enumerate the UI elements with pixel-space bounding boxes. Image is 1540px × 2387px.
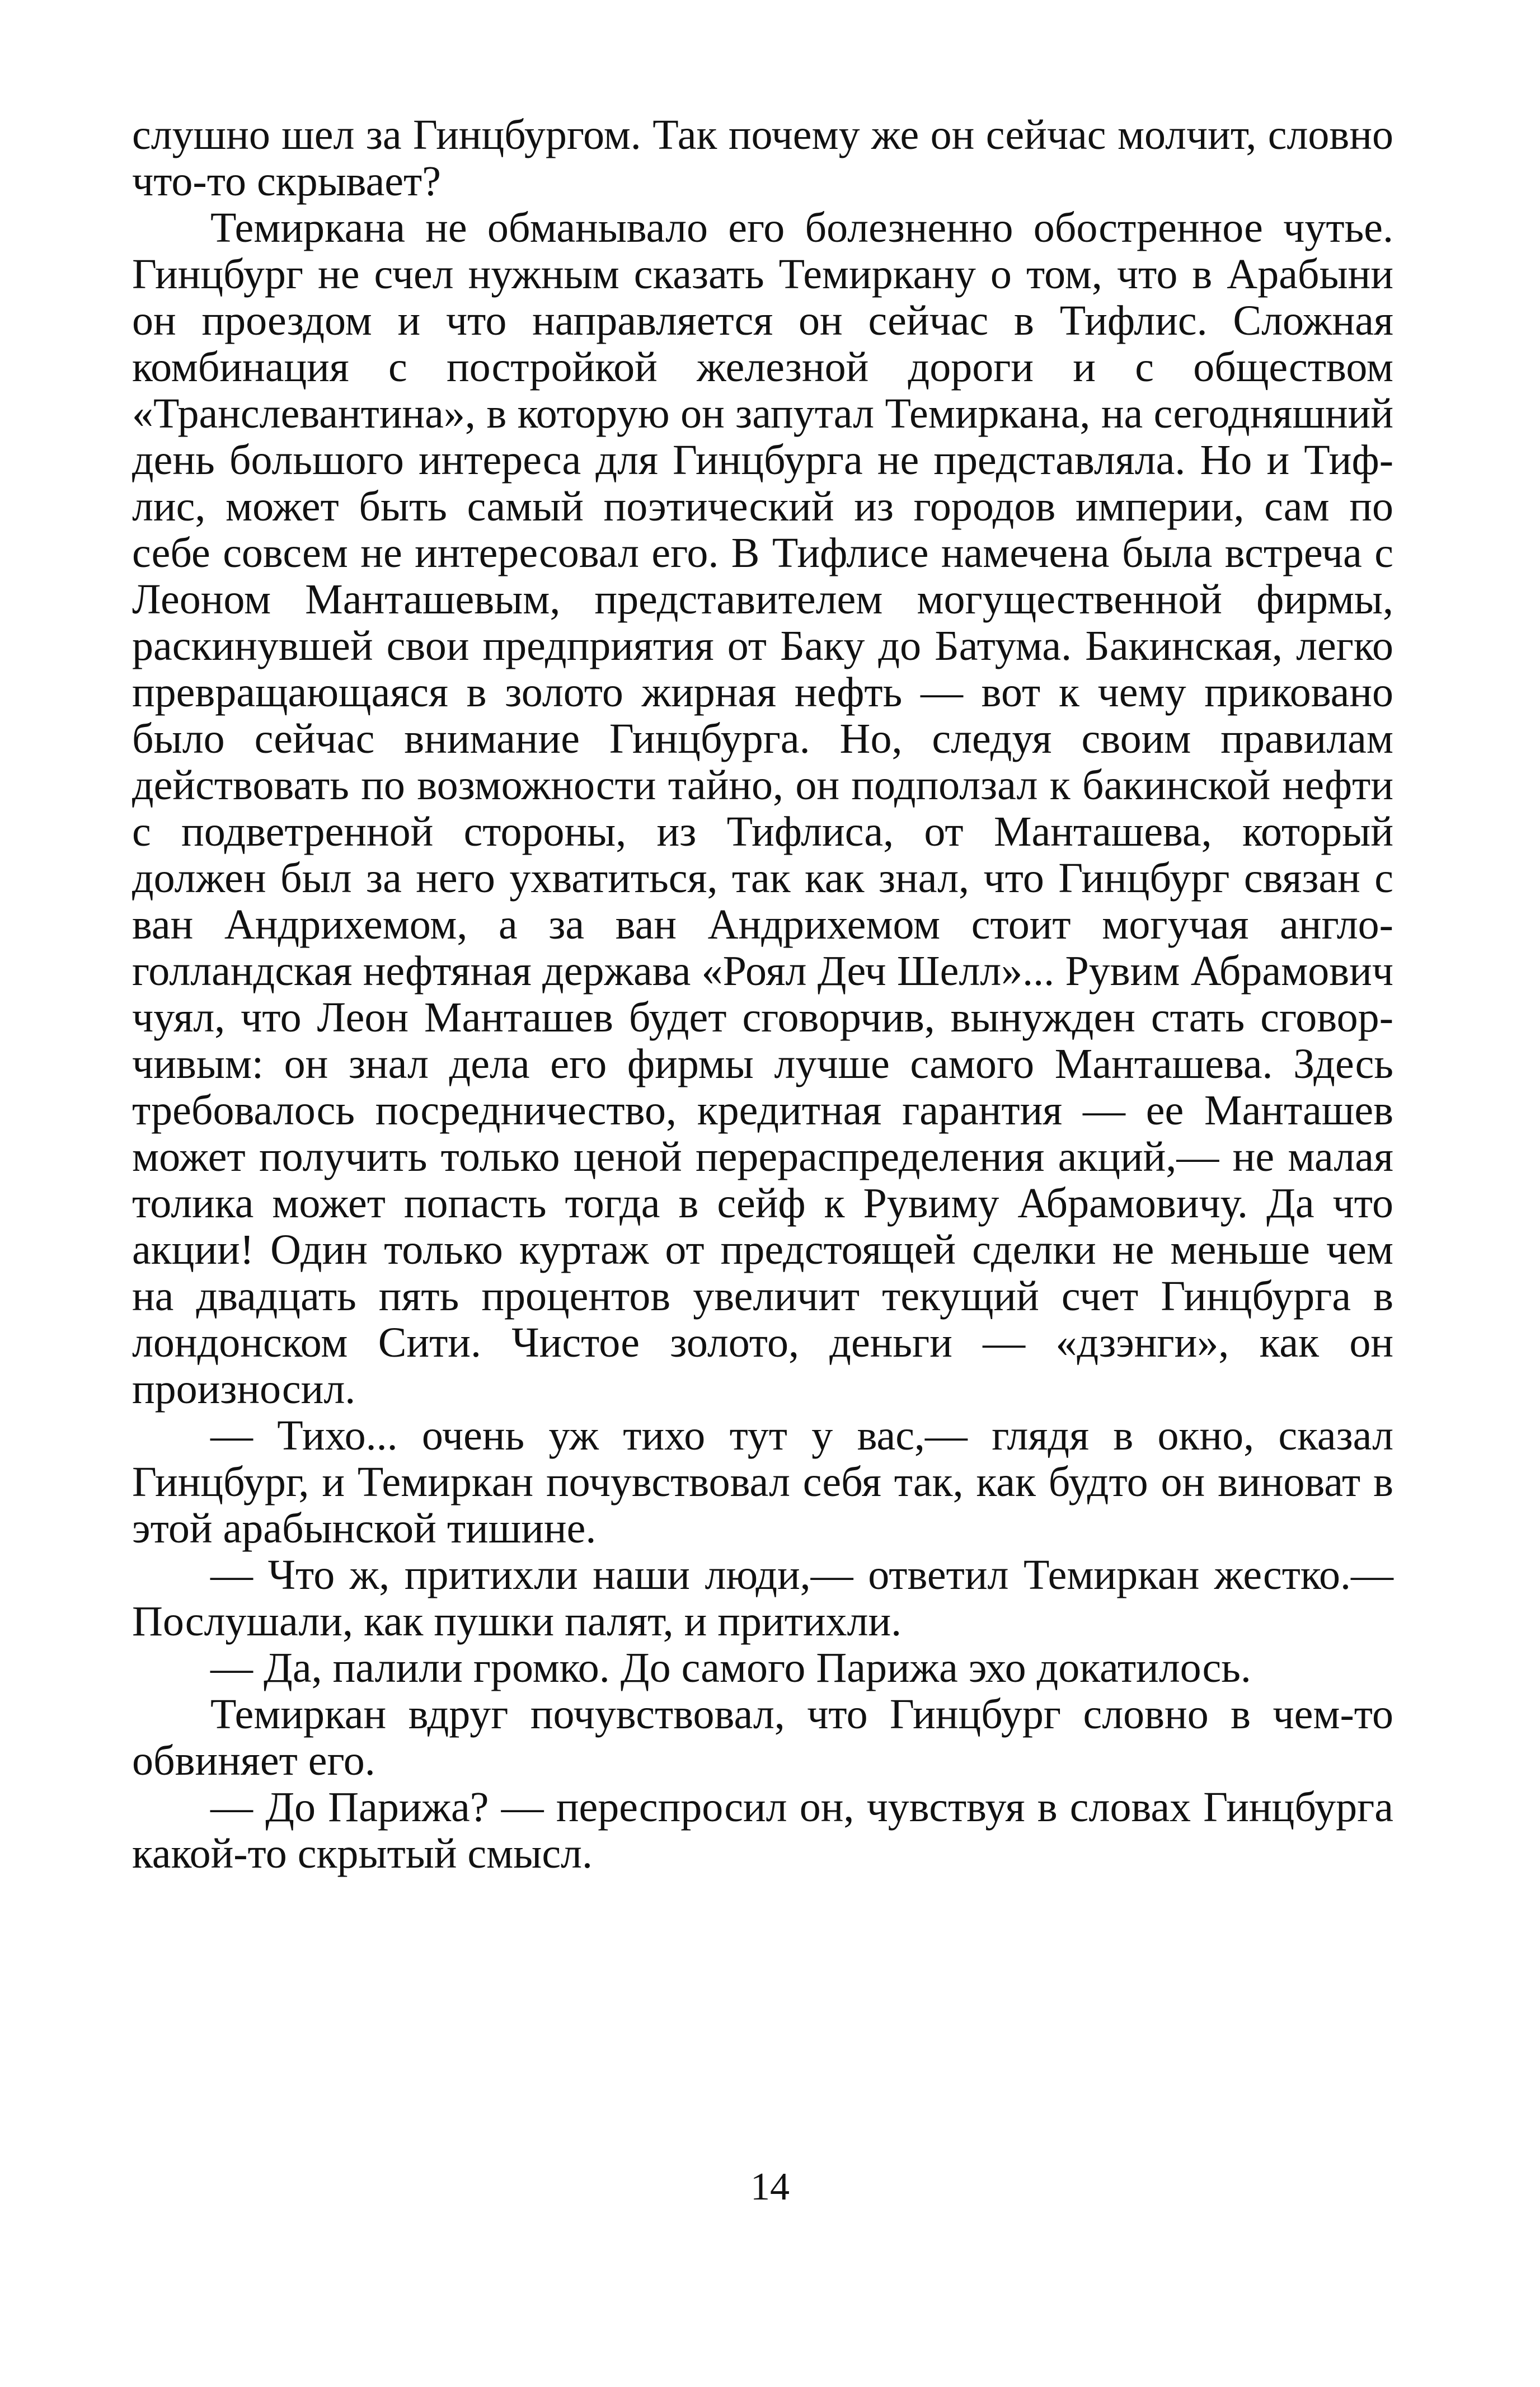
dialogue-to-paris: — До Парижа? — переспросил он, чувствуя в словах Гинцбурга какой-то скрытый смысл. xyxy=(132,1784,1393,1877)
dialogue-ginzburg-silence: — Тихо... очень уж тихо тут у вас,— глядя в окно, сказал Гинцбург, и Темиркан почувствовал себя так, как будто он виноват в этой арабынской тишине. xyxy=(132,1412,1393,1552)
page-number: 14 xyxy=(750,2165,790,2208)
body-text xyxy=(132,112,1393,1877)
paragraph-narrative: Темиркана не обманывало его болезненно обостренное чутье. Гинцбург не счел нужным сказать Темиркану о том, что в Арабыни он проездом и что направляется он сейчас в Тифлис. Сложная комбинация с постройкой железной дороги и с обществом «Транслевантина», в которую он запутал Темиркана, на сегодняшний день большого интереса для Гинцбурга не представляла. Но и Тифлис, может быть самый поэтический из городов империи, сам по себе совсем не интересовал его. В Тифлисе намечена была встреча с Леоном Манташевым, представителем могущественной фирмы, раскинувшей свои предприятия от Баку до Батума. Бакинская, легко превращающаяся в золото жирная нефть — вот к чему приковано было сейчас внимание Гинцбурга. Но, следуя своим правилам действовать по возможности тайно, он подползал к бакинской нефти с подветренной стороны, из Тифлиса, от Манташева, который должен был за него ухватиться, так как знал, что Гинцбург связан с ван Андрихемом, а за ван Андрихемом стоит могучая англо-голландская нефтяная держава «Роял Деч Шелл»... Рувим Абрамович чуял, что Леон Манташев будет сговорчив, вынужден стать сговорчивым: он знал дела его фирмы лучше самого Манташева. Здесь требовалось посредничество, кредитная гарантия — ее Манташев может получить только ценой перераспределения акций,— не малая толика может попасть тогда в сейф к Рувиму Абрамовичу. Да что акции! Один только куртаж от предстоящей сделки не меньше чем на двадцать пять процентов увеличит текущий счет Гинцбурга в лондонском Сити. Чистое золото, деньги — «дзэнги», как он произносил. xyxy=(132,204,1393,1413)
dialogue-temirkan-reply: — Что ж, притихли наши люди,— ответил Темиркан жестко.— Послушали, как пушки палят, и притихли. xyxy=(132,1551,1393,1645)
dialogue-paris-echo: — Да, палили громко. До самого Парижа эхо докатилось. xyxy=(210,1644,1251,1691)
paragraph-temirkan-feeling: Темиркан вдруг почувствовал, что Гинцбург словно в чем-то обвиняет его. xyxy=(132,1691,1393,1784)
paragraph-continuation: слушно шел за Гинцбургом. Так почему же он сейчас молчит, словно что-то скрывает? xyxy=(132,111,1393,205)
